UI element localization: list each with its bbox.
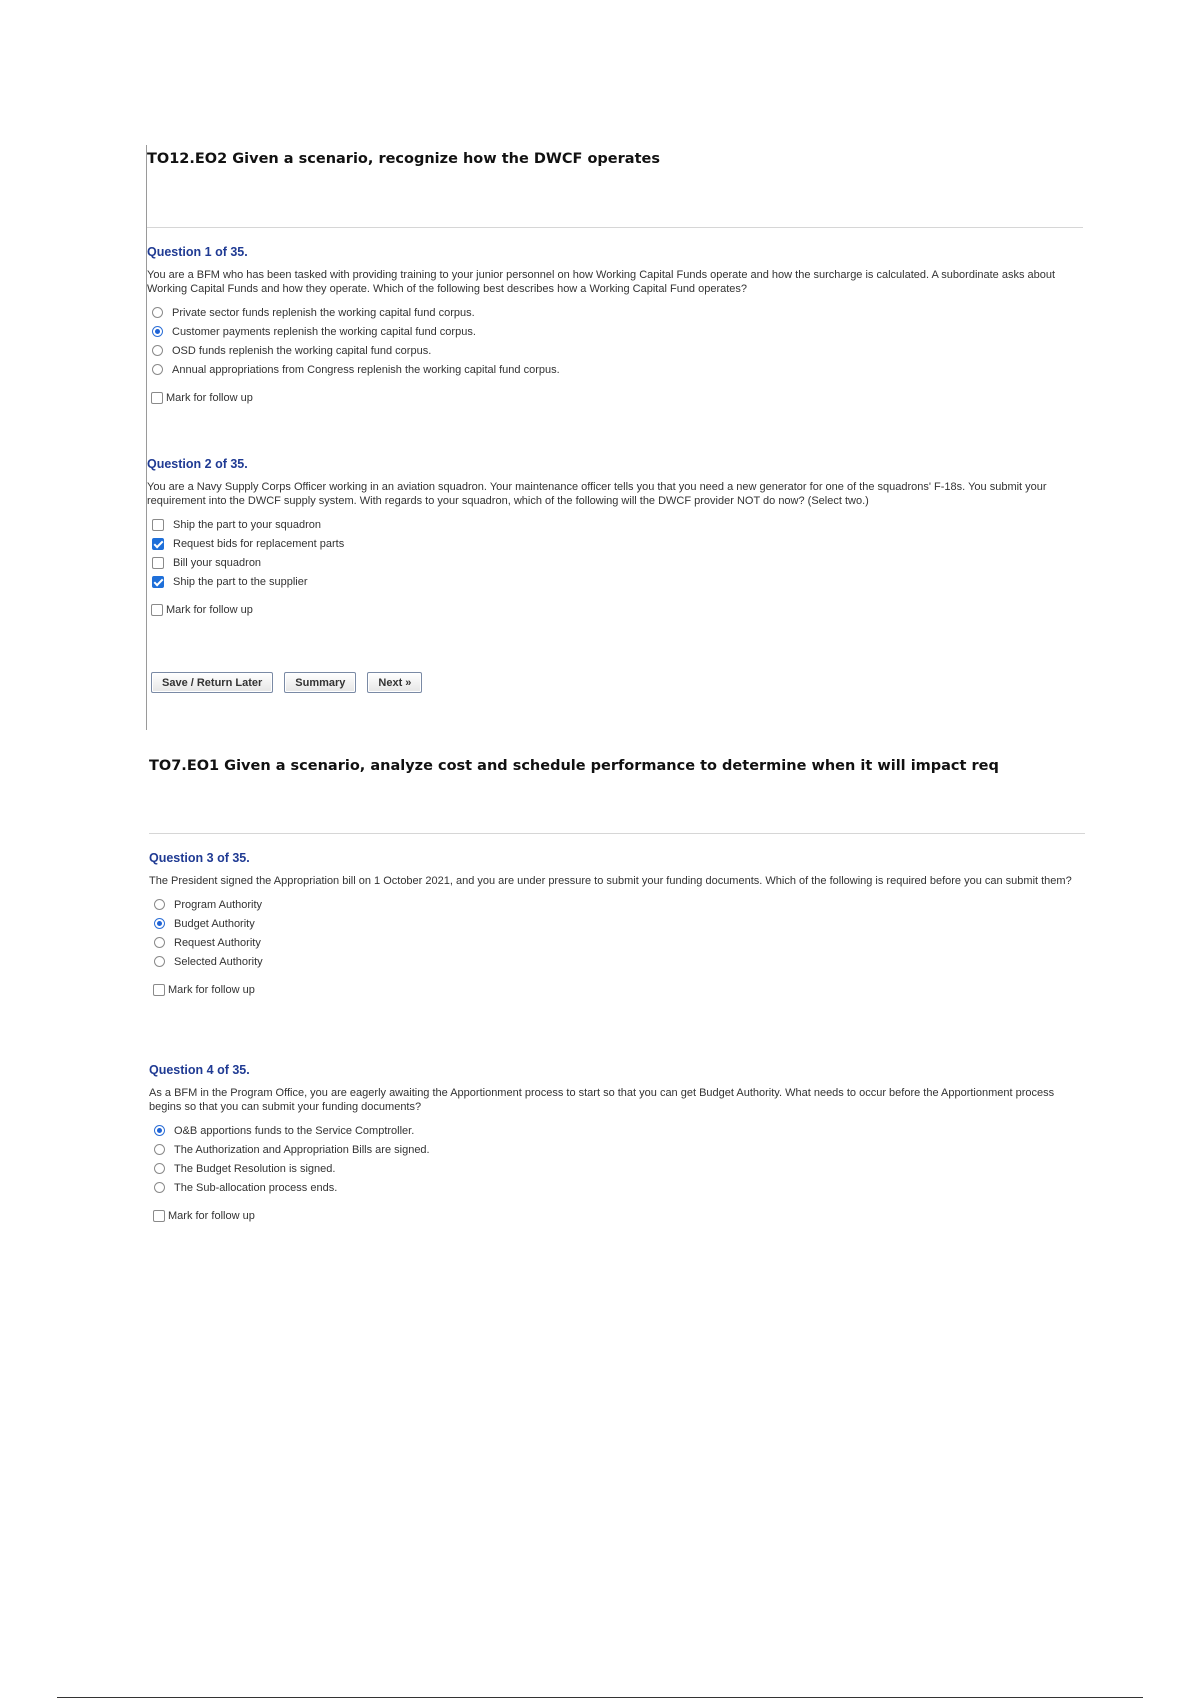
radio-button[interactable]	[154, 899, 165, 910]
follow-up-checkbox[interactable]	[151, 392, 163, 404]
option-label: Private sector funds replenish the working capital fund corpus.	[172, 306, 475, 319]
answer-option[interactable]	[149, 933, 1085, 952]
option-label: Bill your squadron	[173, 556, 262, 569]
option-label: Annual appropriations from Congress replenish the working capital fund corpus.	[172, 363, 560, 376]
next-button[interactable]: Next »	[367, 672, 422, 693]
summary-button[interactable]: Summary	[284, 672, 356, 693]
radio-button[interactable]	[154, 1163, 165, 1174]
radio-button[interactable]	[152, 364, 163, 375]
answer-option[interactable]	[149, 1159, 1085, 1178]
option-label: Ship the part to the supplier	[173, 575, 308, 588]
checkbox-checked[interactable]	[152, 538, 164, 550]
answer-option[interactable]	[149, 952, 1085, 971]
answer-option[interactable]	[147, 515, 1083, 534]
checkbox-checked[interactable]	[152, 576, 164, 588]
option-label: The Budget Resolution is signed.	[174, 1162, 336, 1175]
answer-option[interactable]	[147, 341, 1083, 360]
answer-options	[147, 515, 1083, 591]
follow-up-checkbox[interactable]	[153, 984, 165, 996]
question-1	[147, 245, 1083, 404]
option-label: Ship the part to your squadron	[173, 518, 321, 531]
answer-option[interactable]	[149, 895, 1085, 914]
question-text: You are a Navy Supply Corps Officer working in an aviation squadron. Your maintenance officer tells you that you need a new generator for one of the squadrons' F-18s. You submit your requirement into the DWCF supply system. With regards to your squadron, which of the following will the DWCF provider NOT do now? (Select two.)	[147, 481, 1047, 507]
question-text: As a BFM in the Program Office, you are eagerly awaiting the Apportionment process to start so that you can get Budget Authority. What needs to occur before the Apportionment process begins so that you can submit your funding documents?	[149, 1087, 1055, 1113]
answer-option[interactable]	[149, 1121, 1085, 1140]
follow-up-checkbox[interactable]	[151, 604, 163, 616]
follow-up-toggle[interactable]	[147, 604, 1083, 616]
option-label: Customer payments replenish the working capital fund corpus.	[172, 325, 476, 338]
navigation-buttons	[151, 672, 422, 693]
question-text: The President signed the Appropriation bill on 1 October 2021, and you are under pressure to submit your funding documents. Which of the following is required before you can submit them?	[149, 875, 1072, 887]
radio-button[interactable]	[154, 1182, 165, 1193]
radio-button[interactable]	[154, 1144, 165, 1155]
divider	[147, 227, 1083, 228]
question-text: You are a BFM who has been tasked with providing training to your junior personnel on how Working Capital Funds operate and how the surcharge is calculated. A subordinate asks about Working Capital Funds and how they operate. Which of the following best describes how a Working Capital Fund operates?	[147, 269, 1056, 295]
option-label: O&B apportions funds to the Service Comptroller.	[174, 1124, 415, 1137]
answer-option[interactable]	[149, 1140, 1085, 1159]
question-3	[149, 851, 1085, 996]
question-number: Question 4 of 35.	[149, 1063, 250, 1077]
objective-panel-2	[149, 752, 1085, 1252]
option-label: Request Authority	[174, 936, 261, 949]
answer-options	[149, 895, 1085, 971]
follow-up-label: Mark for follow up	[166, 604, 253, 616]
answer-option[interactable]	[147, 303, 1083, 322]
answer-option[interactable]	[147, 360, 1083, 379]
follow-up-label: Mark for follow up	[168, 984, 255, 996]
option-label: Request bids for replacement parts	[173, 537, 345, 550]
question-number: Question 1 of 35.	[147, 245, 248, 259]
question-number: Question 2 of 35.	[147, 457, 248, 471]
save-return-later-button[interactable]: Save / Return Later	[151, 672, 273, 693]
footer-divider	[57, 1697, 1143, 1698]
answer-option[interactable]	[149, 1178, 1085, 1197]
radio-button[interactable]	[154, 937, 165, 948]
answer-options	[147, 303, 1083, 379]
objective-title: TO7.EO1 Given a scenario, analyze cost and schedule performance to determine when it will impact req	[149, 758, 999, 774]
follow-up-label: Mark for follow up	[166, 392, 253, 404]
option-label: The Authorization and Appropriation Bills are signed.	[174, 1143, 430, 1156]
checkbox[interactable]	[152, 557, 164, 569]
answer-option[interactable]	[147, 572, 1083, 591]
answer-option[interactable]	[147, 322, 1083, 341]
checkbox[interactable]	[152, 519, 164, 531]
radio-button[interactable]	[154, 956, 165, 967]
radio-button[interactable]	[152, 307, 163, 318]
radio-button-selected[interactable]	[154, 1125, 165, 1136]
answer-option[interactable]	[147, 553, 1083, 572]
option-label: OSD funds replenish the working capital fund corpus.	[172, 344, 432, 357]
answer-option[interactable]	[147, 534, 1083, 553]
option-label: The Sub-allocation process ends.	[174, 1181, 338, 1194]
answer-options	[149, 1121, 1085, 1197]
follow-up-checkbox[interactable]	[153, 1210, 165, 1222]
answer-option[interactable]	[149, 914, 1085, 933]
divider	[149, 833, 1085, 834]
question-2	[147, 457, 1083, 616]
question-number: Question 3 of 35.	[149, 851, 250, 865]
follow-up-label: Mark for follow up	[168, 1210, 255, 1222]
follow-up-toggle[interactable]	[149, 1210, 1085, 1222]
radio-button-selected[interactable]	[154, 918, 165, 929]
option-label: Program Authority	[174, 898, 263, 911]
radio-button-selected[interactable]	[152, 326, 163, 337]
objective-title: TO12.EO2 Given a scenario, recognize how the DWCF operates	[147, 151, 660, 167]
follow-up-toggle[interactable]	[147, 392, 1083, 404]
follow-up-toggle[interactable]	[149, 984, 1085, 996]
option-label: Budget Authority	[174, 917, 255, 930]
question-4	[149, 1063, 1085, 1222]
objective-panel-1	[146, 145, 1083, 730]
radio-button[interactable]	[152, 345, 163, 356]
option-label: Selected Authority	[174, 955, 263, 968]
